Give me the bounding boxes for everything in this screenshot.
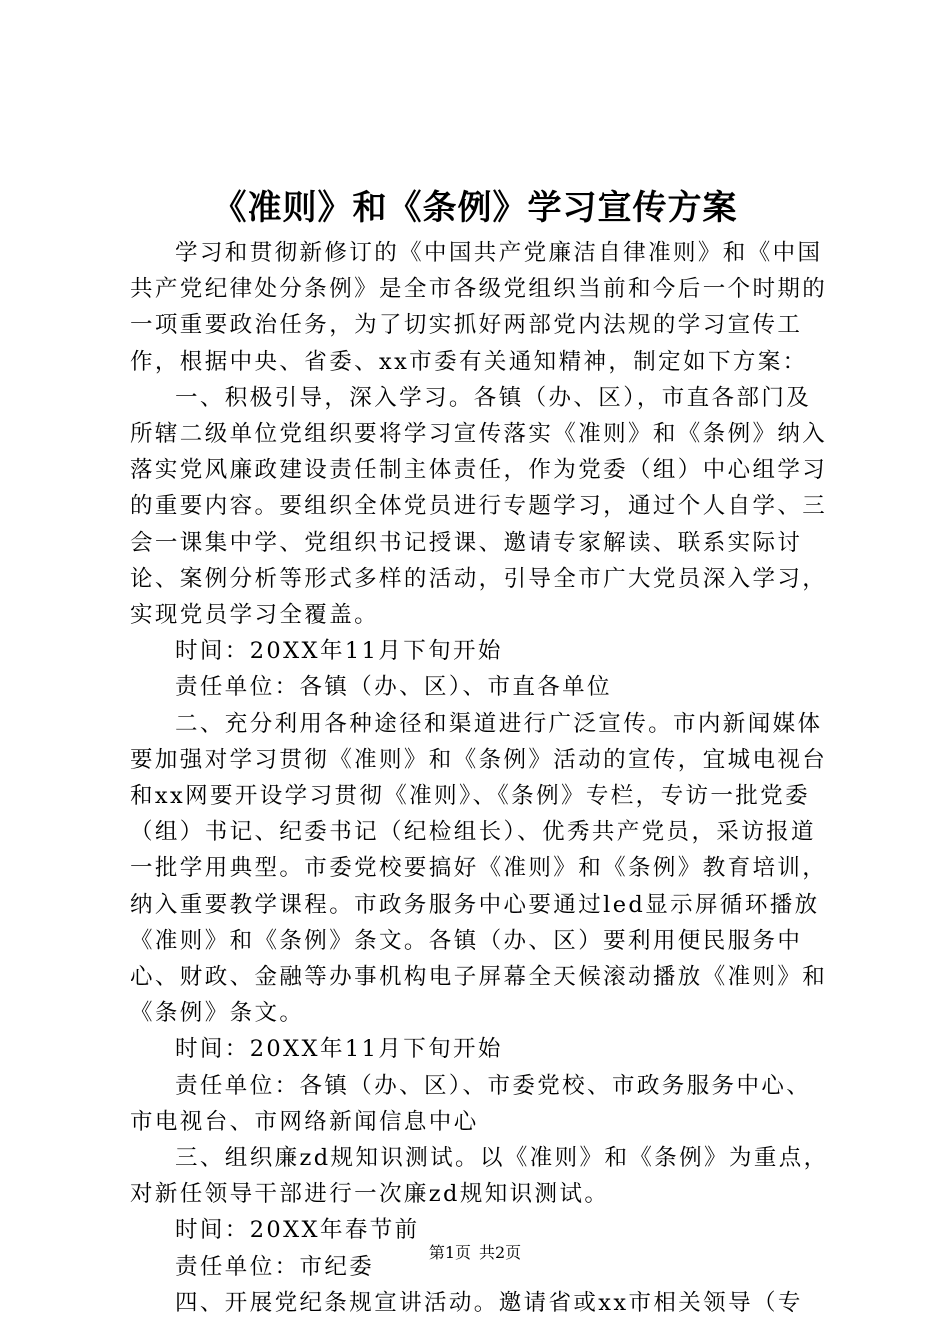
document-title: 《准则》和《条例》学习宣传方案	[212, 188, 738, 228]
paragraph-responsible-2: 责任单位：各镇（办、区）、市委党校、市政务服务中心、市电视台、市网络新闻信息中心	[130, 1072, 812, 1135]
paragraph-responsible-3: 责任单位：市纪委	[175, 1253, 375, 1280]
page-total: 共2页	[479, 1243, 522, 1262]
paragraph-section-2: 二、充分利用各种途径和渠道进行广泛宣传。市内新闻媒体要加强对学习贯彻《准则》和《条例》活动的宣传，宜城电视台和xx网要开设学习贯彻《准则》、《条例》专栏，专访一批党委（组）书记、纪委书记（纪检组长）、优秀共产党员，采访报道一批学用典型。市委党校要搞好《准则》和《条例》教育培训，纳入重要教学课程。市政务服务中心要通过led显示屏循环播放《准则》和《条例》条文。各镇（办、区）要利用便民服务中心、财政、金融等办事机构电子屏幕全天候滚动播放《准则》和《条例》条文。	[130, 710, 828, 1027]
paragraph-time-2: 时间：20XX年11月下旬开始	[175, 1036, 503, 1063]
paragraph-responsible-1: 责任单位：各镇（办、区）、市直各单位	[175, 674, 612, 701]
paragraph-section-1: 一、积极引导，深入学习。各镇（办、区），市直各部门及所辖二级单位党组织要将学习宣传落实《准则》和《条例》纳入落实党风廉政建设责任制主体责任，作为党委（组）中心组学习的重要内容。要组织全体党员进行专题学习，通过个人自学、三会一课集中学、党组织书记授课、邀请专家解读、联系实际讨论、案例分析等形式多样的活动，引导全市广大党员深入学习，实现党员学习全覆盖。	[130, 384, 828, 629]
document-body	[130, 235, 830, 1321]
paragraph-section-3: 三、组织廉zd规知识测试。以《准则》和《条例》为重点，对新任领导干部进行一次廉zd规知识测试。	[130, 1145, 829, 1208]
page-footer	[0, 1240, 950, 1266]
paragraph-time-3: 时间：20XX年春节前	[175, 1217, 420, 1244]
page-number: 第1页	[428, 1243, 471, 1262]
paragraph-time-1: 时间：20XX年11月下旬开始	[175, 638, 503, 665]
paragraph-section-4: 四、开展党纪条规宣讲活动。邀请省或xx市相关领导（专	[175, 1289, 803, 1316]
paragraph-intro: 学习和贯彻新修订的《中国共产党廉洁自律准则》和《中国共产党纪律处分条例》是全市各级党组织当前和今后一个时期的一项重要政治任务，为了切实抓好两部党内法规的学习宣传工作，根据中央、省委、xx市委有关通知精神，制定如下方案：	[130, 240, 828, 375]
